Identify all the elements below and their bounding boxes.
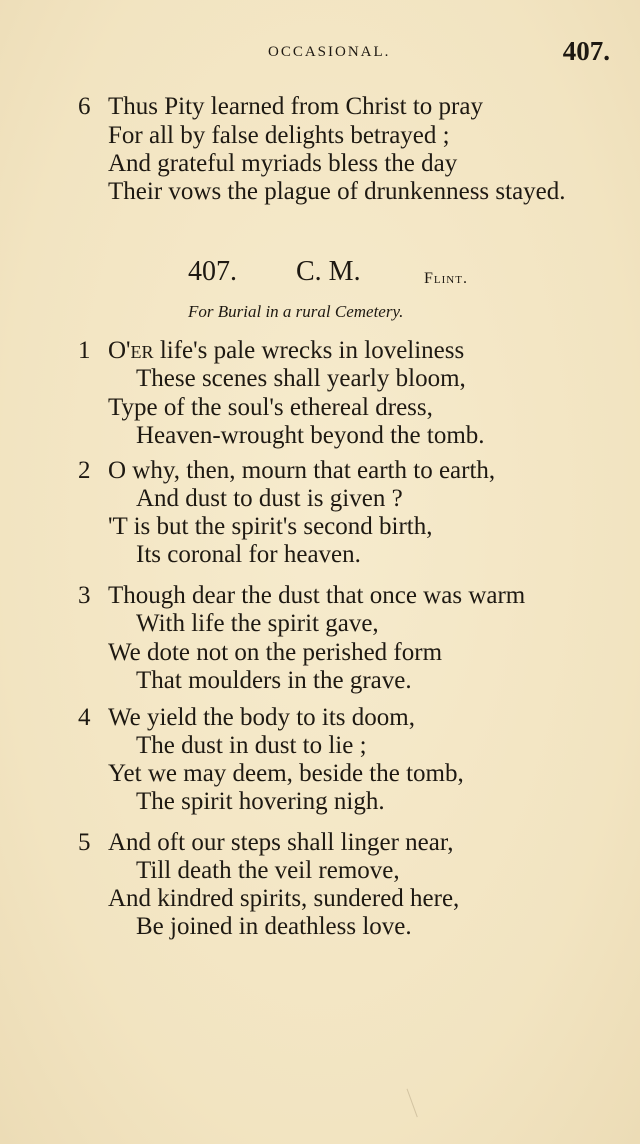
- stanza-number: 4: [78, 704, 91, 731]
- verse-line: O why, then, mourn that earth to earth,: [108, 457, 496, 484]
- verse-line-rest: life's pale wrecks in loveliness: [153, 337, 465, 364]
- verse-line: These scenes shall yearly bloom,: [136, 365, 466, 392]
- verse-line: We dote not on the perished form: [108, 639, 443, 666]
- stanza-number: 2: [78, 457, 91, 484]
- verse-line: We yield the body to its doom,: [108, 704, 415, 731]
- verse-line: Its coronal for heaven.: [136, 541, 361, 568]
- verse-line: And oft our steps shall linger near,: [108, 829, 454, 856]
- hymn-meter: C. M.: [296, 256, 361, 287]
- verse-line: With life the spirit gave,: [136, 610, 379, 637]
- stanza-number: 3: [78, 582, 91, 609]
- verse-line: And dust to dust is given ?: [136, 485, 403, 512]
- verse-line: Though dear the dust that once was warm: [108, 582, 526, 609]
- verse-line: The dust in dust to lie ;: [136, 732, 367, 759]
- hymn-subtitle: For Burial in a rural Cemetery.: [188, 302, 404, 321]
- verse-line: That moulders in the grave.: [136, 667, 412, 694]
- stanza-number: 1: [78, 337, 91, 364]
- verse-line: The spirit hovering nigh.: [136, 788, 385, 815]
- page-number: 407.: [562, 36, 610, 66]
- verse-line: 'T is but the spirit's second birth,: [108, 513, 433, 540]
- verse-line: Type of the soul's ethereal dress,: [108, 394, 433, 421]
- verse-line: For all by false delights betrayed ;: [108, 122, 450, 149]
- verse-line: And grateful myriads bless the day: [108, 150, 458, 177]
- verse-line: Till death the veil remove,: [136, 857, 400, 884]
- paper-mark: [395, 1089, 417, 1122]
- hymn-tune: Flint.: [424, 270, 468, 287]
- verse-line: Be joined in deathless love.: [136, 913, 412, 940]
- stanza-number: 5: [78, 829, 91, 856]
- verse-line: Yet we may deem, beside the tomb,: [108, 760, 464, 787]
- first-word: O'er: [108, 337, 154, 364]
- verse-line: [108, 337, 464, 365]
- verse-line: Heaven-wrought beyond the tomb.: [136, 422, 485, 449]
- stanza-number: 6: [78, 93, 91, 120]
- running-title: OCCASIONAL.: [268, 44, 391, 60]
- verse-line: Thus Pity learned from Christ to pray: [108, 93, 483, 120]
- hymn-number: 407.: [188, 256, 237, 287]
- verse-line: Their vows the plague of drunkenness stayed.: [108, 178, 566, 205]
- verse-line: And kindred spirits, sundered here,: [108, 885, 460, 912]
